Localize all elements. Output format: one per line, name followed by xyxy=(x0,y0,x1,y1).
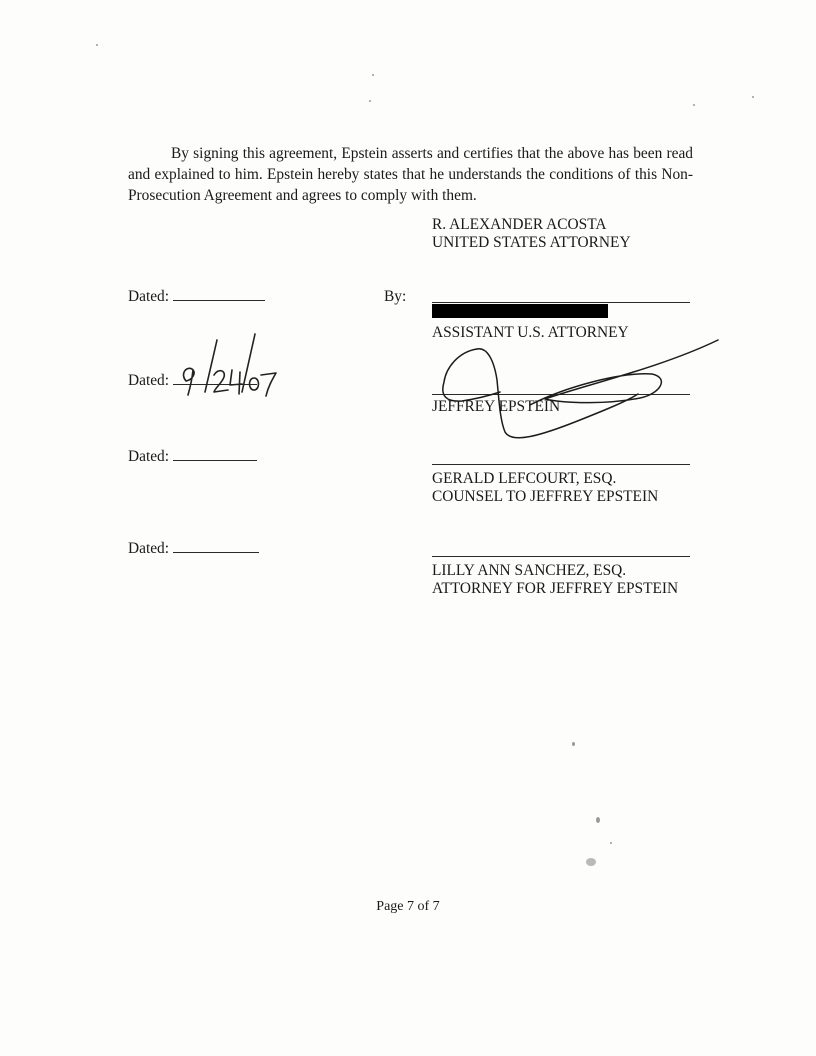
scan-speck xyxy=(369,100,371,102)
date-blank-line xyxy=(173,460,257,461)
lefcourt-role: COUNSEL TO JEFFREY EPSTEIN xyxy=(432,488,659,505)
dated-label: Dated: xyxy=(128,448,170,465)
dated-row-4 xyxy=(128,540,259,558)
date-blank-line xyxy=(173,552,259,553)
dated-label: Dated: xyxy=(128,372,170,389)
epstein-name: JEFFREY EPSTEIN xyxy=(432,398,561,415)
date-blank-line xyxy=(173,300,265,301)
sanchez-role: ATTORNEY FOR JEFFREY EPSTEIN xyxy=(432,580,679,597)
sanchez-name: LILLY ANN SANCHEZ, ESQ. xyxy=(432,562,627,579)
sanchez-signature-line xyxy=(432,556,690,557)
dated-label: Dated: xyxy=(128,540,170,557)
dated-label: Dated: xyxy=(128,288,170,305)
scan-speck xyxy=(572,742,575,746)
scan-speck xyxy=(610,842,612,844)
epstein-signature-line xyxy=(432,394,690,395)
scan-speck xyxy=(96,44,98,46)
epstein-signature xyxy=(443,340,718,438)
redaction-bar xyxy=(432,304,608,318)
ausa-signature-line xyxy=(432,302,690,303)
ausa-title: ASSISTANT U.S. ATTORNEY xyxy=(432,324,629,341)
dated-row-1 xyxy=(128,288,265,306)
scan-speck xyxy=(752,96,754,98)
scan-speck xyxy=(693,104,695,106)
by-label: By: xyxy=(384,288,407,305)
us-attorney-name: R. ALEXANDER ACOSTA xyxy=(432,216,607,233)
scan-speck xyxy=(596,817,600,823)
us-attorney-office: UNITED STATES ATTORNEY xyxy=(432,234,631,251)
date-blank-line xyxy=(173,384,257,385)
certification-paragraph: By signing this agreement, Epstein asserts and certifies that the above has been read and explained to him. Epstein hereby states that he understands the conditions of this Non-Prosecution Agreement and agrees to comply with them. xyxy=(128,145,693,204)
dated-row-2 xyxy=(128,372,257,390)
page-number: Page 7 of 7 xyxy=(376,899,440,914)
dated-row-3 xyxy=(128,448,257,466)
scan-speck xyxy=(372,74,374,76)
scan-speck xyxy=(586,858,596,866)
lefcourt-signature-line xyxy=(432,464,690,465)
lefcourt-name: GERALD LEFCOURT, ESQ. xyxy=(432,470,617,487)
